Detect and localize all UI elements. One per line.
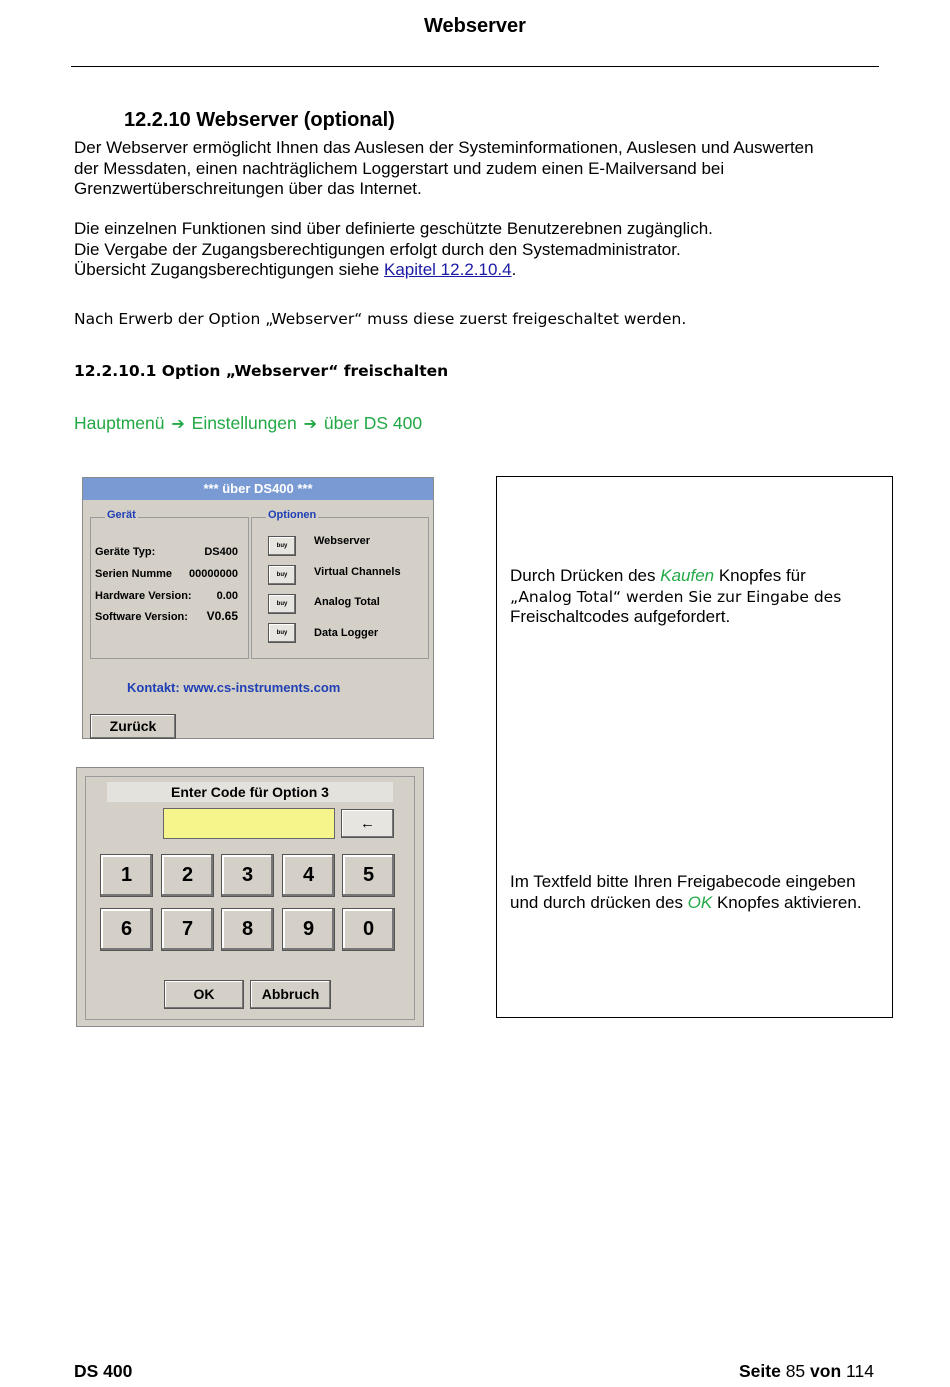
instruction-line: „Analog Total“ werden Sie zur Eingabe des [510,587,842,606]
backspace-icon: ← [360,815,375,832]
enter-code-title: Enter Code für Option 3 [107,782,393,802]
intro-line: der Messdaten, einen nachträglichem Loggerstart und zudem einen E-Mailversand bei [74,158,725,178]
option-label-data-logger: Data Logger [314,627,379,639]
buy-button-virtual-channels[interactable]: buy [268,565,296,585]
ok-highlight: OK [687,892,713,912]
instruction-line: Im Textfeld bitte Ihren Freigabecode eingeben [510,872,856,891]
menu-path-item: Hauptmenü [74,413,165,433]
intro-line: Grenzwertüberschreitungen über das Internet. [74,179,422,198]
instruction-text-2 [510,872,882,913]
instruction-line: Freischaltcodes aufgefordert. [510,607,731,626]
header-rule [71,66,879,67]
device-group [90,509,249,659]
instruction-box [496,476,893,1018]
contact-text: Kontakt: www.cs-instruments.com [127,680,341,695]
option-label-virtual-channels: Virtual Channels [314,566,401,578]
key-0[interactable]: 0 [342,908,395,951]
option-label-analog-total: Analog Total [314,596,380,608]
footer-page: 85 [785,1361,806,1381]
about-screen [82,477,434,739]
serial-number-label: Serien Numme [95,568,173,580]
intro-paragraph-1 [74,138,874,200]
intro-line [74,260,874,281]
serial-number-value: 00000000 [189,568,238,580]
footer-von: von [810,1361,842,1381]
key-6[interactable]: 6 [100,908,153,951]
option-label-webserver: Webserver [314,535,371,547]
key-7[interactable]: 7 [161,908,214,951]
code-input[interactable] [163,808,335,839]
key-5[interactable]: 5 [342,854,395,897]
backspace-button[interactable] [341,809,394,838]
page-header-title: Webserver [424,15,526,37]
key-3[interactable]: 3 [221,854,274,897]
key-9[interactable]: 9 [282,908,335,951]
footer-product: DS 400 [74,1361,133,1381]
ok-button[interactable]: OK [164,980,244,1009]
intro-paragraph-2 [74,219,874,281]
menu-path [74,413,422,434]
back-button[interactable]: Zurück [90,714,176,739]
chapter-link[interactable]: Kapitel 12.2.10.4 [383,260,512,279]
enter-code-screen [76,767,424,1027]
about-screen-title: *** über DS400 *** [83,478,433,500]
arrow-right-icon: ➔ [171,416,185,433]
device-group-label: Gerät [107,509,136,521]
intro-line: Die Vergabe der Zugangsberechtigungen erfolgt durch den Systemadministrator. [74,239,681,259]
buy-button-data-logger[interactable]: buy [268,623,296,643]
options-group-label: Optionen [268,509,317,521]
key-2[interactable]: 2 [161,854,214,897]
footer-seite: Seite [739,1361,781,1381]
unlock-note: Nach Erwerb der Option „Webserver“ muss diese zuerst freigeschaltet werden. [74,310,687,328]
menu-path-item: Einstellungen [191,413,297,433]
instruction-line [510,893,882,914]
arrow-right-icon: ➔ [303,416,317,433]
software-version-label: Software Version: [95,611,188,623]
intro-text: Übersicht Zugangsberechtigungen siehe [74,260,384,279]
footer-page-number [739,1361,874,1382]
buy-button-webserver[interactable]: buy [268,536,296,556]
buy-button-analog-total[interactable]: buy [268,594,296,614]
instruction-text: Durch Drücken des [510,566,661,585]
hardware-version-value: 0.00 [216,590,238,602]
intro-line: Der Webserver ermöglicht Ihnen das Auslesen der Systeminformationen, Auslesen und Auswerten [74,138,814,157]
device-type-value: DS400 [204,546,238,558]
hardware-version-label: Hardware Version: [95,590,192,602]
instruction-text-1 [510,566,882,628]
cancel-button[interactable]: Abbruch [250,980,331,1009]
key-4[interactable]: 4 [282,854,335,897]
instruction-line [510,566,882,587]
instruction-text: Knopfes aktivieren. [712,892,862,912]
menu-path-item: über DS 400 [323,413,423,433]
instruction-text: Knopfes für [714,566,806,585]
subsection-title: 12.2.10.1 Option „Webserver“ freischalten [74,362,449,380]
section-title: 12.2.10 Webserver (optional) [124,109,395,131]
intro-text: . [511,260,517,279]
instruction-text: und durch drücken des [510,892,688,912]
footer-total: 114 [846,1361,874,1381]
device-type-label: Geräte Typ: [95,546,156,558]
intro-line: Die einzelnen Funktionen sind über definierte geschützte Benutzerebnen zugänglich. [74,219,713,238]
software-version-value: V0.65 [206,609,238,623]
kaufen-highlight: Kaufen [660,566,715,585]
key-8[interactable]: 8 [221,908,274,951]
options-group [251,509,429,659]
key-1[interactable]: 1 [100,854,153,897]
